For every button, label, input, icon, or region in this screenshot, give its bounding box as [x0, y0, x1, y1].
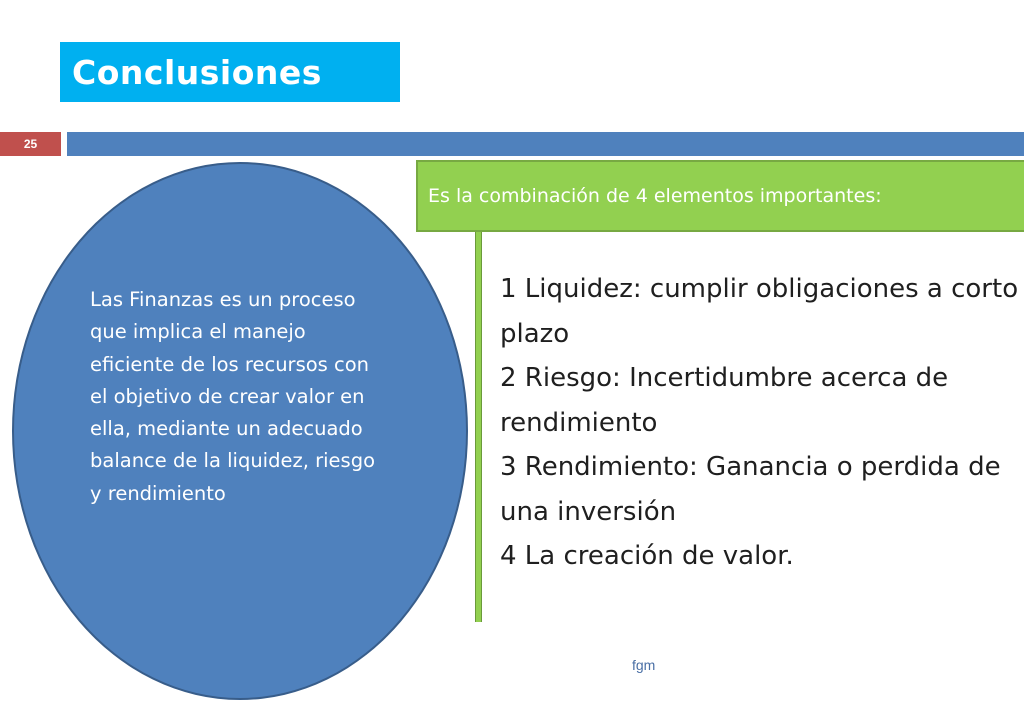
- slide-title: Conclusiones: [72, 52, 322, 92]
- connector-line: [475, 232, 482, 622]
- list-item: 1 Liquidez: cumplir obligaciones a corto plazo: [500, 274, 1019, 349]
- title-box: [60, 42, 400, 102]
- elements-header-text: Es la combinación de 4 elementos importantes:: [428, 185, 882, 207]
- elements-header-box: [416, 160, 1024, 232]
- list-item: 3 Rendimiento: Ganancia o perdida de una inversión: [500, 452, 1001, 527]
- page-number: 25: [23, 137, 38, 151]
- page-number-badge: [0, 132, 61, 156]
- list-item: 4 La creación de valor.: [500, 541, 794, 571]
- elements-list: [500, 267, 1020, 579]
- header-bar: [67, 132, 1024, 156]
- list-item: 2 Riesgo: Incertidumbre acerca de rendimiento: [500, 363, 949, 438]
- definition-text: Las Finanzas es un proceso que implica el manejo eficiente de los recursos con el objetivo de crear valor en ella, mediante un adecuado balance de la liquidez, riesgo y rendimiento: [90, 288, 376, 505]
- footer-text: fgm: [632, 657, 656, 673]
